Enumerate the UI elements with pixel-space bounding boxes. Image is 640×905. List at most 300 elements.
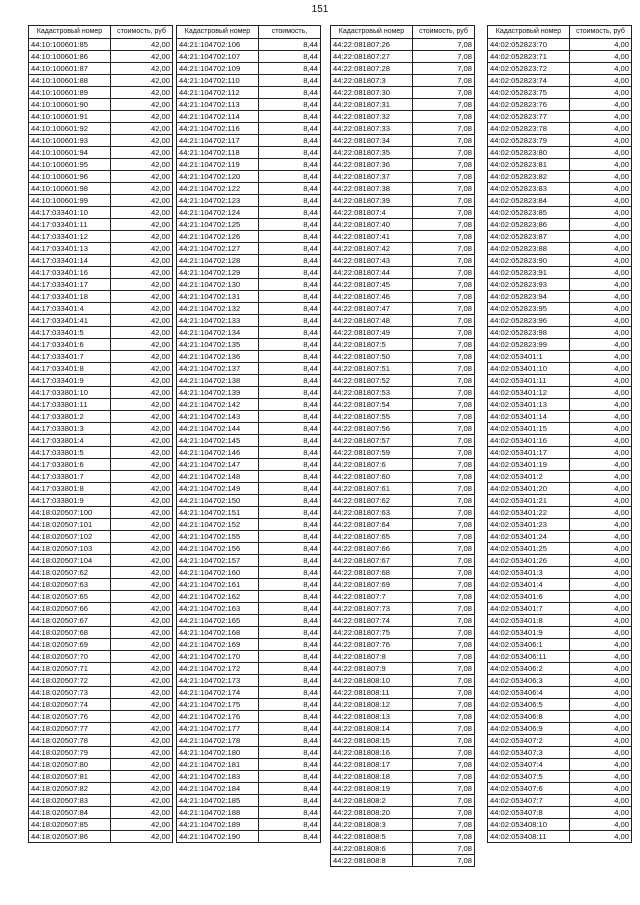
table-row [488,567,632,579]
cost-cell: 7,08 [413,327,475,339]
table-row [488,615,632,627]
cadastral-number-cell: 44:10:100601:86 [29,51,111,63]
cadastral-number-cell: 44:22:081807:39 [331,195,413,207]
cost-cell: 8,44 [259,315,321,327]
cost-cell: 42,00 [111,555,173,567]
cadastral-number-cell: 44:17:033401:4 [29,303,111,315]
cost-cell: 8,44 [259,39,321,51]
cadastral-number-cell: 44:21:104702:119 [177,159,259,171]
cadastral-number-cell: 44:21:104702:149 [177,483,259,495]
cost-cell: 8,44 [259,735,321,747]
table-row [29,711,173,723]
cadastral-number-cell: 44:18:020507:81 [29,771,111,783]
cost-cell: 7,08 [413,339,475,351]
cost-cell: 4,00 [570,699,632,711]
cadastral-number-cell: 44:22:081808:18 [331,771,413,783]
table-row [177,375,321,387]
cost-cell: 4,00 [570,615,632,627]
cost-cell: 4,00 [570,447,632,459]
cadastral-number-cell: 44:02:053401:13 [488,399,570,411]
table-row [177,651,321,663]
cost-cell: 7,08 [413,111,475,123]
table-row [177,63,321,75]
cadastral-number-cell: 44:18:020507:103 [29,543,111,555]
cadastral-number-cell: 44:02:053406:4 [488,687,570,699]
cadastral-number-cell: 44:21:104702:110 [177,75,259,87]
cost-cell: 7,08 [413,843,475,855]
cadastral-number-cell: 44:02:053401:10 [488,363,570,375]
cadastral-number-cell: 44:02:052823:95 [488,303,570,315]
cost-cell: 42,00 [111,63,173,75]
cost-cell: 8,44 [259,699,321,711]
cadastral-number-cell: 44:21:104702:155 [177,531,259,543]
cadastral-number-cell: 44:22:081807:40 [331,219,413,231]
table-row [331,567,475,579]
cadastral-number-cell: 44:02:052823:74 [488,75,570,87]
header-cost: стоимость, руб [413,26,475,39]
cost-cell: 42,00 [111,219,173,231]
cost-cell: 4,00 [570,555,632,567]
cost-cell: 7,08 [413,567,475,579]
cost-cell: 7,08 [413,231,475,243]
table-row [331,207,475,219]
cadastral-number-cell: 44:22:081808:17 [331,759,413,771]
cadastral-number-cell: 44:21:104702:183 [177,771,259,783]
table-row [177,111,321,123]
cost-cell: 8,44 [259,399,321,411]
cost-cell: 42,00 [111,699,173,711]
table-row [29,579,173,591]
cadastral-number-cell: 44:02:053407:6 [488,783,570,795]
cost-cell: 4,00 [570,495,632,507]
cadastral-table-2 [176,25,321,843]
cadastral-number-cell: 44:18:020507:85 [29,819,111,831]
table-row [29,123,173,135]
cadastral-number-cell: 44:22:081808:12 [331,699,413,711]
cost-cell: 4,00 [570,351,632,363]
cost-cell: 42,00 [111,231,173,243]
cost-cell: 4,00 [570,135,632,147]
table-row [29,87,173,99]
table-row [177,87,321,99]
cost-cell: 4,00 [570,399,632,411]
cadastral-number-cell: 44:18:020507:73 [29,687,111,699]
cost-cell: 4,00 [570,207,632,219]
table-row [488,351,632,363]
cost-cell: 42,00 [111,75,173,87]
table-row [488,699,632,711]
table-row [331,327,475,339]
cost-cell: 8,44 [259,495,321,507]
cost-cell: 8,44 [259,591,321,603]
table-row [488,495,632,507]
cadastral-number-cell: 44:21:104702:109 [177,63,259,75]
table-row [29,759,173,771]
table-row [177,711,321,723]
cadastral-number-cell: 44:21:104702:142 [177,399,259,411]
cadastral-number-cell: 44:22:081807:6 [331,459,413,471]
cost-cell: 7,08 [413,219,475,231]
cost-cell: 8,44 [259,351,321,363]
cost-cell: 4,00 [570,39,632,51]
cost-cell: 7,08 [413,795,475,807]
cost-cell: 4,00 [570,651,632,663]
cadastral-number-cell: 44:22:081807:76 [331,639,413,651]
table-row [488,627,632,639]
cost-cell: 7,08 [413,855,475,867]
cost-cell: 4,00 [570,111,632,123]
cadastral-number-cell: 44:02:052823:76 [488,99,570,111]
cost-cell: 7,08 [413,615,475,627]
cadastral-number-cell: 44:21:104702:170 [177,651,259,663]
table-row [177,555,321,567]
cost-cell: 4,00 [570,255,632,267]
cost-cell: 8,44 [259,543,321,555]
cadastral-number-cell: 44:22:081808:14 [331,723,413,735]
table-row [29,411,173,423]
cost-cell: 42,00 [111,171,173,183]
table-row [488,183,632,195]
cadastral-number-cell: 44:21:104702:128 [177,255,259,267]
cost-cell: 42,00 [111,51,173,63]
cadastral-number-cell: 44:22:081807:66 [331,543,413,555]
cost-cell: 42,00 [111,735,173,747]
table-row [177,75,321,87]
cadastral-number-cell: 44:22:081807:44 [331,267,413,279]
table-row [177,243,321,255]
table-row [331,243,475,255]
table-row [331,747,475,759]
cadastral-table-4 [487,25,632,843]
table-row [331,507,475,519]
cost-cell: 7,08 [413,783,475,795]
table-row [488,423,632,435]
table-row [488,579,632,591]
cost-cell: 7,08 [413,411,475,423]
table-row [331,843,475,855]
cost-cell: 7,08 [413,195,475,207]
cost-cell: 7,08 [413,591,475,603]
table-row [29,459,173,471]
cost-cell: 8,44 [259,387,321,399]
cadastral-number-cell: 44:18:020507:104 [29,555,111,567]
cost-cell: 42,00 [111,339,173,351]
table-row [331,699,475,711]
table-row [177,219,321,231]
table-row [29,267,173,279]
cost-cell: 4,00 [570,387,632,399]
table-row [29,783,173,795]
cadastral-number-cell: 44:02:052823:80 [488,147,570,159]
table-row [488,591,632,603]
cadastral-number-cell: 44:21:104702:144 [177,423,259,435]
cost-cell: 42,00 [111,291,173,303]
cadastral-number-cell: 44:02:052823:93 [488,279,570,291]
table-row [177,579,321,591]
table-row [488,51,632,63]
cost-cell: 42,00 [111,111,173,123]
cost-cell: 42,00 [111,207,173,219]
cadastral-number-cell: 44:22:081808:3 [331,819,413,831]
table-row [331,171,475,183]
cost-cell: 7,08 [413,387,475,399]
cost-cell: 8,44 [259,219,321,231]
table-row [29,75,173,87]
table-row [331,579,475,591]
table-row [488,435,632,447]
cost-cell: 8,44 [259,51,321,63]
table-row [177,51,321,63]
cadastral-number-cell: 44:22:081807:46 [331,291,413,303]
cost-cell: 7,08 [413,99,475,111]
cadastral-number-cell: 44:22:081807:45 [331,279,413,291]
table-row [331,399,475,411]
table-row [29,399,173,411]
cost-cell: 7,08 [413,711,475,723]
cost-cell: 4,00 [570,663,632,675]
cost-cell: 42,00 [111,747,173,759]
cost-cell: 4,00 [570,123,632,135]
cost-cell: 4,00 [570,339,632,351]
cadastral-number-cell: 44:10:100601:93 [29,135,111,147]
cadastral-number-cell: 44:02:052823:99 [488,339,570,351]
cadastral-number-cell: 44:21:104702:114 [177,111,259,123]
cadastral-number-cell: 44:02:053401:3 [488,567,570,579]
cadastral-number-cell: 44:22:081807:42 [331,243,413,255]
cadastral-number-cell: 44:02:053406:1 [488,639,570,651]
cadastral-number-cell: 44:02:053401:26 [488,555,570,567]
cadastral-number-cell: 44:18:020507:74 [29,699,111,711]
cost-cell: 8,44 [259,303,321,315]
table-row [488,639,632,651]
cost-cell: 42,00 [111,303,173,315]
cadastral-number-cell: 44:02:053401:15 [488,423,570,435]
cadastral-number-cell: 44:17:033401:12 [29,231,111,243]
cost-cell: 8,44 [259,171,321,183]
cost-cell: 4,00 [570,51,632,63]
cadastral-number-cell: 44:02:053401:25 [488,543,570,555]
cost-cell: 42,00 [111,243,173,255]
cadastral-number-cell: 44:21:104702:185 [177,795,259,807]
table-row [488,171,632,183]
cost-cell: 42,00 [111,327,173,339]
cadastral-number-cell: 44:18:020507:76 [29,711,111,723]
table-row [29,135,173,147]
cadastral-number-cell: 44:17:033801:2 [29,411,111,423]
table-row [488,231,632,243]
cadastral-number-cell: 44:21:104702:133 [177,315,259,327]
cost-cell: 42,00 [111,459,173,471]
cadastral-number-cell: 44:02:053406:3 [488,675,570,687]
cadastral-number-cell: 44:22:081807:32 [331,111,413,123]
table-row [488,255,632,267]
cadastral-number-cell: 44:22:081808:13 [331,711,413,723]
cost-cell: 7,08 [413,159,475,171]
table-row [331,495,475,507]
table-row [29,195,173,207]
cost-cell: 7,08 [413,399,475,411]
table-row [331,771,475,783]
cadastral-number-cell: 44:21:104702:113 [177,99,259,111]
cost-cell: 7,08 [413,279,475,291]
table-row [177,567,321,579]
cadastral-number-cell: 44:17:033801:5 [29,447,111,459]
cost-cell: 7,08 [413,831,475,843]
table-row [29,663,173,675]
cost-cell: 4,00 [570,831,632,843]
table-row [29,639,173,651]
cost-cell: 7,08 [413,651,475,663]
cadastral-number-cell: 44:18:020507:62 [29,567,111,579]
cost-cell: 7,08 [413,531,475,543]
cadastral-number-cell: 44:02:053407:3 [488,747,570,759]
cost-cell: 8,44 [259,723,321,735]
cost-cell: 4,00 [570,723,632,735]
cadastral-number-cell: 44:02:052823:94 [488,291,570,303]
cost-cell: 7,08 [413,423,475,435]
cadastral-number-cell: 44:22:081807:54 [331,399,413,411]
cadastral-number-cell: 44:17:033401:14 [29,255,111,267]
cost-cell: 4,00 [570,603,632,615]
cadastral-number-cell: 44:02:052823:84 [488,195,570,207]
table-row [177,171,321,183]
table-row [177,123,321,135]
cadastral-number-cell: 44:02:053406:9 [488,723,570,735]
cadastral-number-cell: 44:02:052823:71 [488,51,570,63]
table-row [29,651,173,663]
cost-cell: 42,00 [111,39,173,51]
table-row [177,795,321,807]
cadastral-number-cell: 44:10:100601:91 [29,111,111,123]
cadastral-number-cell: 44:22:081807:3 [331,75,413,87]
table-row [29,423,173,435]
table-row [177,411,321,423]
cost-cell: 4,00 [570,231,632,243]
table-row [331,855,475,867]
cadastral-number-cell: 44:22:081807:30 [331,87,413,99]
table-row [29,723,173,735]
cost-cell: 8,44 [259,831,321,843]
cadastral-number-cell: 44:22:081807:35 [331,147,413,159]
table-row [29,471,173,483]
cost-cell: 4,00 [570,519,632,531]
cadastral-number-cell: 44:21:104702:135 [177,339,259,351]
cadastral-number-cell: 44:02:053407:5 [488,771,570,783]
cost-cell: 7,08 [413,579,475,591]
cadastral-number-cell: 44:02:052823:88 [488,243,570,255]
cost-cell: 8,44 [259,519,321,531]
table-row [331,831,475,843]
table-row [177,531,321,543]
cost-cell: 8,44 [259,111,321,123]
cost-cell: 8,44 [259,207,321,219]
cost-cell: 7,08 [413,819,475,831]
cadastral-number-cell: 44:17:033801:6 [29,459,111,471]
cost-cell: 8,44 [259,711,321,723]
cost-cell: 42,00 [111,423,173,435]
cadastral-number-cell: 44:02:052823:85 [488,207,570,219]
cadastral-number-cell: 44:02:052823:82 [488,171,570,183]
table-row [177,507,321,519]
table-row [331,363,475,375]
cadastral-number-cell: 44:22:081807:73 [331,603,413,615]
table-row [331,255,475,267]
cadastral-number-cell: 44:17:033801:9 [29,495,111,507]
cadastral-number-cell: 44:10:100601:89 [29,87,111,99]
table-row [331,639,475,651]
table-row [29,735,173,747]
table-row [331,603,475,615]
cost-cell: 4,00 [570,411,632,423]
cost-cell: 8,44 [259,579,321,591]
cost-cell: 4,00 [570,63,632,75]
cost-cell: 8,44 [259,231,321,243]
table-row [177,363,321,375]
cadastral-number-cell: 44:10:100601:87 [29,63,111,75]
table-row [331,219,475,231]
cost-cell: 7,08 [413,123,475,135]
cost-cell: 42,00 [111,159,173,171]
cost-cell: 8,44 [259,243,321,255]
cost-cell: 8,44 [259,639,321,651]
cadastral-number-cell: 44:22:081807:47 [331,303,413,315]
table-row [331,651,475,663]
table-row [29,447,173,459]
table-row [488,831,632,843]
cadastral-number-cell: 44:22:081807:26 [331,39,413,51]
cadastral-number-cell: 44:22:081807:9 [331,663,413,675]
cadastral-number-cell: 44:21:104702:189 [177,819,259,831]
cost-cell: 8,44 [259,411,321,423]
cadastral-number-cell: 44:21:104702:151 [177,507,259,519]
table-row [29,279,173,291]
cadastral-number-cell: 44:22:081807:65 [331,531,413,543]
cost-cell: 4,00 [570,219,632,231]
cost-cell: 42,00 [111,495,173,507]
cadastral-number-cell: 44:21:104702:165 [177,615,259,627]
table-row [177,627,321,639]
cost-cell: 8,44 [259,471,321,483]
cadastral-number-cell: 44:21:104702:124 [177,207,259,219]
table-row [177,639,321,651]
cost-cell: 8,44 [259,183,321,195]
cost-cell: 4,00 [570,435,632,447]
cadastral-number-cell: 44:02:052823:78 [488,123,570,135]
table-row [29,99,173,111]
cadastral-number-cell: 44:17:033401:18 [29,291,111,303]
table-row [177,663,321,675]
table-row [488,291,632,303]
header-cost: стоимость, руб [111,26,173,39]
table-row [177,807,321,819]
cadastral-number-cell: 44:18:020507:67 [29,615,111,627]
cadastral-number-cell: 44:18:020507:69 [29,639,111,651]
cadastral-number-cell: 44:02:053406:5 [488,699,570,711]
cadastral-number-cell: 44:21:104702:148 [177,471,259,483]
cost-cell: 7,08 [413,291,475,303]
cadastral-number-cell: 44:17:033401:17 [29,279,111,291]
table-row [177,195,321,207]
cadastral-number-cell: 44:02:053401:11 [488,375,570,387]
cadastral-number-cell: 44:22:081808:5 [331,831,413,843]
table-row [331,435,475,447]
cost-cell: 7,08 [413,495,475,507]
cost-cell: 4,00 [570,639,632,651]
cost-cell: 8,44 [259,759,321,771]
cadastral-number-cell: 44:02:052823:98 [488,327,570,339]
cadastral-number-cell: 44:22:081807:41 [331,231,413,243]
cost-cell: 42,00 [111,375,173,387]
